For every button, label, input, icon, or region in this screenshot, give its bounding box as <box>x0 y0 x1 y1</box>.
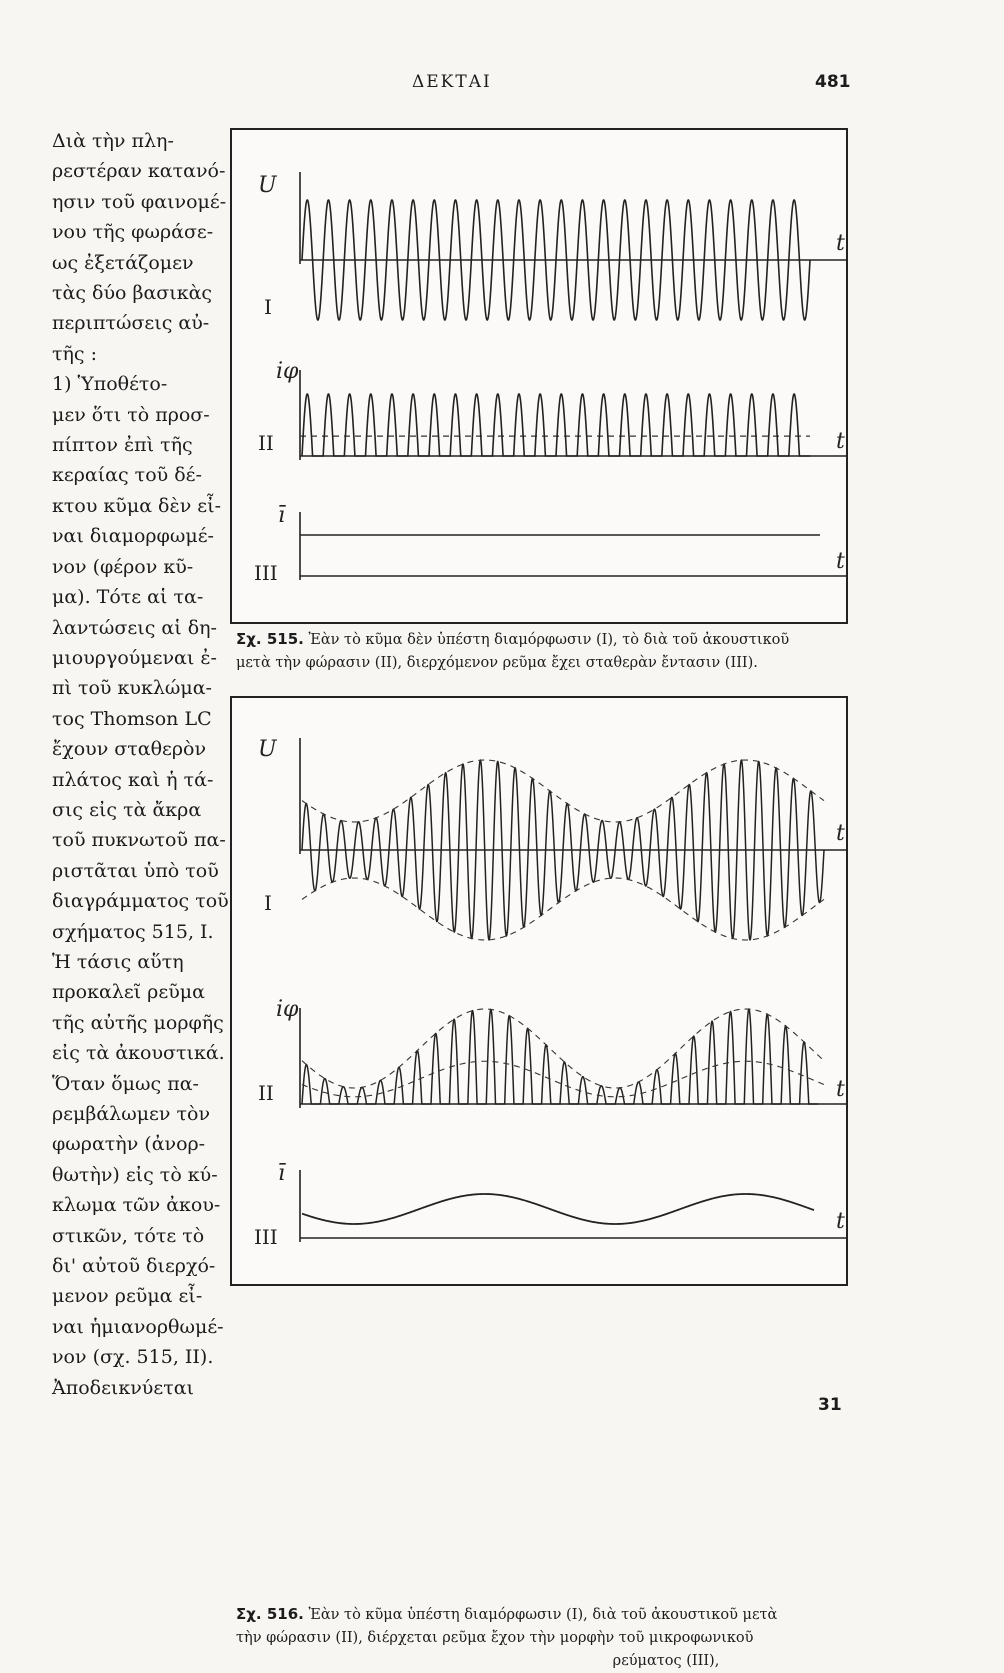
body-text-line: μεν ὅτι τὸ προσ- <box>52 403 210 426</box>
body-text-line: προκαλεῖ ρεῦμα <box>52 981 205 1004</box>
body-text-line: Διὰ τὴν πλη- <box>52 130 174 152</box>
panel-I-y-label: U <box>258 737 277 762</box>
body-text-line: μα). Τότε αἱ τα- <box>52 586 204 609</box>
panel-III-x-label: t <box>836 1209 845 1234</box>
panel-III-y-label: ī <box>278 1161 286 1186</box>
panel-I-upper-envelope <box>302 760 824 822</box>
panel-II-roman-label: II <box>258 431 274 455</box>
figure-515 <box>230 128 848 624</box>
panel-II-roman-label: II <box>258 1081 274 1105</box>
caption-line: μετὰ τὴν φώρασιν (II), διερχόμενον ρεῦμα ἔχει σταθερὰν ἔντασιν (III). <box>236 655 758 671</box>
panel-III-roman-label: III <box>254 1225 278 1249</box>
body-text-line: πίπτον ἐπὶ τῆς <box>52 434 193 457</box>
body-text-line: Ὅταν ὅμως πα- <box>52 1072 199 1095</box>
body-text-line: Ἀποδεικνύεται <box>52 1376 194 1399</box>
body-text-line: ως ἐξετάζομεν <box>52 251 194 274</box>
panel-III-x-label: t <box>836 549 845 574</box>
panel-I-roman-label: I <box>264 295 272 319</box>
caption-line: Ἐὰν τὸ κῦμα ὑπέστη διαμόρφωσιν (I), διὰ τοῦ ἀκουστικοῦ μετὰ <box>308 1607 778 1623</box>
body-text-line: τῆς : <box>52 342 97 365</box>
caption-label: Σχ. 516. <box>236 1605 304 1623</box>
body-text-line: κτου κῦμα δὲν εἶ- <box>52 494 221 517</box>
body-text-line: δι' αὐτοῦ διερχό- <box>52 1255 216 1278</box>
body-text-line: τος Thomson LC <box>52 707 212 730</box>
panel-I-lower-envelope <box>302 878 824 940</box>
running-header-title: ΔΕΚΤΑΙ <box>412 72 492 92</box>
body-text-line: ρεστέραν κατανό- <box>52 160 226 183</box>
panel-II-y-label: iφ <box>276 359 299 384</box>
body-text-line: σις εἰς τὰ ἄκρα <box>52 798 202 821</box>
body-text-line: ναι ἡμιανορθωμέ- <box>52 1315 224 1338</box>
body-text-line: νου τῆς φωράσε- <box>52 221 214 244</box>
caption-line: ρεύματος (III), <box>612 1653 720 1669</box>
body-text-line: θωτὴν) εἰς τὸ κύ- <box>52 1163 218 1186</box>
panel-II-x-label: t <box>836 429 845 454</box>
page-number: 481 <box>815 72 851 92</box>
body-text-line: νον (σχ. 515, II). <box>52 1346 214 1369</box>
body-text-line: Ἡ τάσις αὕτη <box>52 950 184 973</box>
caption-line: Ἐὰν τὸ κῦμα δὲν ὑπέστη διαμόρφωσιν (I), τὸ διὰ τοῦ ἀκουστικοῦ <box>308 632 790 648</box>
body-text-line: μιουργούμεναι ἐ- <box>52 646 217 669</box>
body-text-line: σχήματος 515, I. <box>52 920 214 943</box>
body-text-line: κλωμα τῶν ἀκου- <box>52 1194 221 1217</box>
body-text-line: 1) Ὑποθέτο- <box>52 373 168 396</box>
body-text-line: ησιν τοῦ φαινομέ- <box>52 190 227 213</box>
body-text-line: εἰς τὰ ἀκουστικά. <box>52 1042 225 1065</box>
body-text-line: ἔχουν σταθερὸν <box>52 738 207 761</box>
footer-signature: 31 <box>818 1395 842 1415</box>
body-text-line: τῆς αὐτῆς μορφῆς <box>52 1011 224 1034</box>
panel-I-x-label: t <box>836 821 845 846</box>
body-text-line: ρεμβάλωμεν τὸν <box>52 1103 210 1125</box>
body-text-line: μενον ρεῦμα εἶ- <box>52 1285 203 1308</box>
panel-II-rectified-wave <box>302 1009 818 1104</box>
body-text-line: ριστᾶται ὑπὸ τοῦ <box>52 859 219 882</box>
panel-III-audio-current <box>302 1194 814 1224</box>
panel-I-roman-label: I <box>264 891 272 915</box>
panel-II-rectified-wave <box>302 394 810 456</box>
panel-III-roman-label: III <box>254 561 278 585</box>
panel-II-y-label: iφ <box>276 997 299 1022</box>
body-text-line: τοῦ πυκνωτοῦ πα- <box>52 829 226 852</box>
panel-I-modulated-wave <box>302 760 824 940</box>
caption-line: τὴν φώρασιν (II), διέρχεται ρεῦμα ἔχον τὴν μορφὴν τοῦ μικροφωνικοῦ <box>236 1630 754 1646</box>
figure-516-plot <box>232 698 846 1284</box>
body-text-line: φωρατὴν (ἀνορ- <box>52 1133 206 1156</box>
body-text-line: νον (φέρον κῦ- <box>52 555 194 578</box>
body-text-line: λαντώσεις αἱ δη- <box>52 616 217 639</box>
panel-I-y-label: U <box>258 173 277 198</box>
panel-II-x-label: t <box>836 1077 845 1102</box>
body-text-line: ναι διαμορφωμέ- <box>52 525 214 548</box>
body-text-line: διαγράμματος τοῦ <box>52 890 229 913</box>
caption-label: Σχ. 515. <box>236 630 304 648</box>
figure-515-plot <box>232 130 846 622</box>
figure-516-caption <box>236 1603 876 1673</box>
body-text-column <box>52 126 228 1403</box>
body-text-line: πὶ τοῦ κυκλώμα- <box>52 677 212 700</box>
body-text-line: πλάτος καὶ ἡ τά- <box>52 768 214 791</box>
body-text-line: κεραίας τοῦ δέ- <box>52 464 202 487</box>
body-text-line: περιπτώσεις αὐ- <box>52 312 210 335</box>
panel-III-y-label: ī <box>278 503 286 528</box>
panel-I-x-label: t <box>836 231 845 256</box>
figure-515-caption <box>236 628 876 675</box>
body-text-line: τὰς δύο βασικὰς <box>52 282 213 305</box>
figure-516 <box>230 696 848 1286</box>
body-text-line: στικῶν, τότε τὸ <box>52 1224 205 1247</box>
